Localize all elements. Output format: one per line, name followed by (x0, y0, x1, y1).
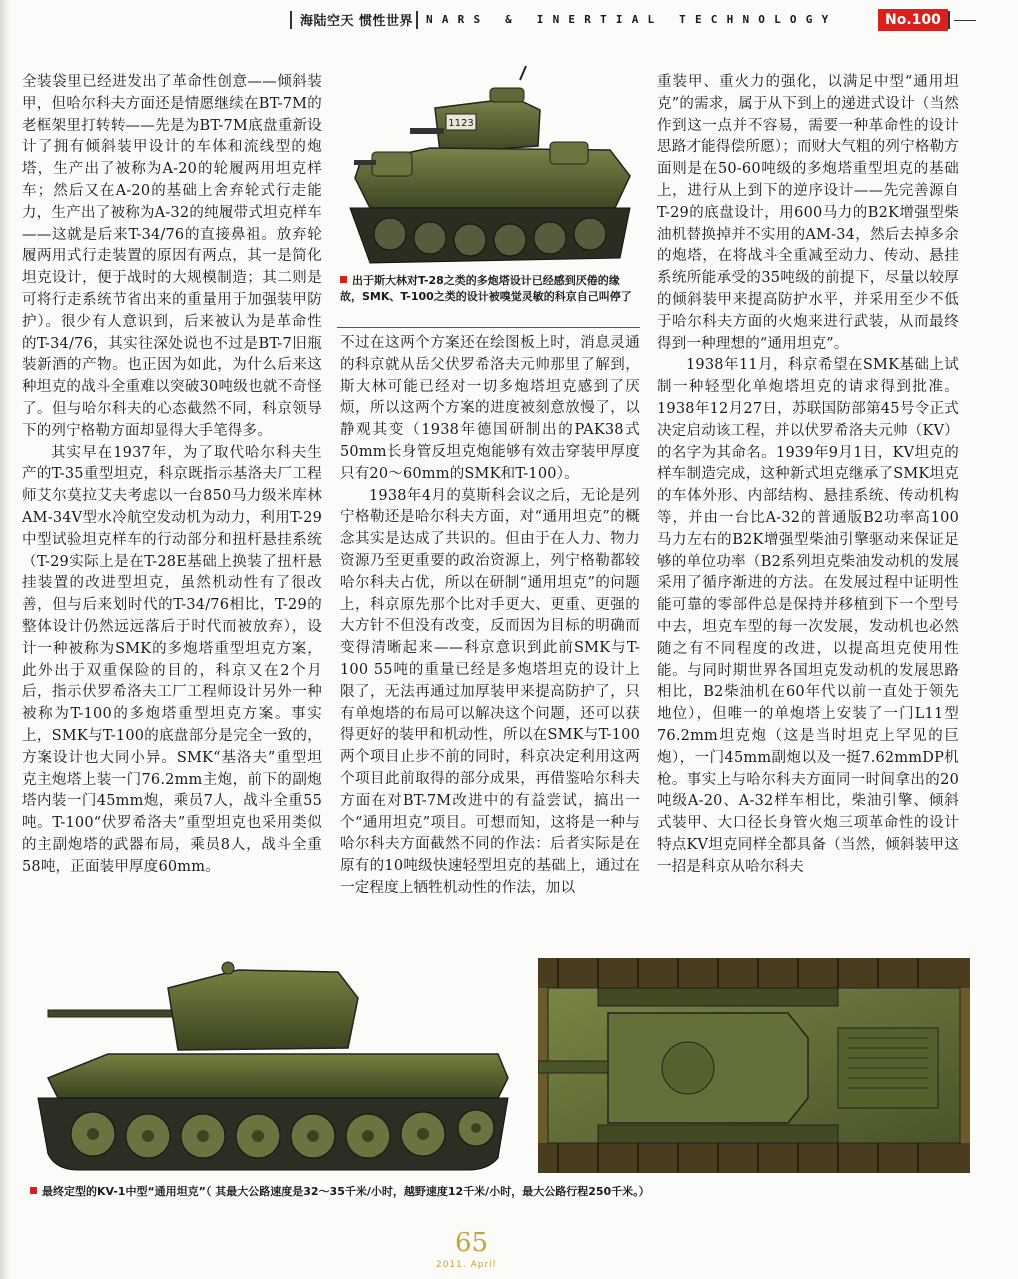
paragraph: 重装甲、重火力的强化，以满足中型“通用坦克”的需求，属于从下到上的递进式设计（当然作到这一点并不容易，需要一种革命性的设计思路才能得偿所愿）；而财大气粗的列宁格勒方面则是在50-60吨级的多炮塔重型坦克的基础上，进行从上到下的逆序设计——先完善源自T-29的底盘设计，用600马力的B2K增强型柴油机替换掉并不实用的AM-34，然后去掉多余的炮塔，在将战斗全重减至动力、传动、悬挂系统所能承受的35吨级的前提下，尽量以较厚的倾斜装甲来提高防护水平，并采用至少不低于哈尔科夫方面的火炮来进行武装，从而最终得到一种理想的“通用坦克”。 (657, 74, 959, 352)
turret-number: 1123 (448, 118, 474, 129)
text-column-1 (22, 72, 322, 942)
t28-tank-illustration (340, 58, 640, 273)
figure-caption-top (340, 273, 640, 305)
caption-text: 最终定型的KV-1中型“通用坦克”（ 其最大公路速度是32～35千米/小时，越野速度12千米/小时，最大公路行程250千米。） (42, 1185, 650, 1198)
page-number: 65 (455, 1228, 489, 1258)
kv1-top-illustration (538, 958, 970, 1173)
header-title-zh: 海陆空天 惯性世界 (300, 14, 414, 29)
paragraph: 不过在这两个方案还在绘图板上时，消息灵通的科京就从岳父伏罗希洛夫元帅那里了解到，斯大林可能已经对一切多炮塔坦克感到了厌烦，所以这两个方案的进度被刻意放慢了，以静观其变（1938年德国研制出的PAK38式50mm长身管反坦克炮能够有效击穿装甲厚度只有20～60mm的SMK和T-100）。 (340, 335, 640, 482)
paragraph: 1938年11月，科京希望在SMK基础上试制一种轻型化单炮塔坦克的请求得到批准。1938年12月27日，苏联国防部第45号令正式决定启动该工程，并以伏罗希洛夫元帅（KV）的名字为其命名。1939年9月1日，KV坦克的样车制造完成，这种新式坦克继承了SMK坦克的车体外形、内部结构、悬挂系统、传动机构等，并由一台比A-32的普通版B2功率高100马力左右的B2K增强型柴油引擎驱动来保证足够的单位功率（B2系列坦克柴油发动机的发展采用了循序渐进的方法。在发展过程中证明性能可靠的零部件总是保持并移植到下一个型号中去，坦克车型的每一次发展，发动机也必然随之有不同程度的改进，以提高坦克使用性能。与同时期世界各国坦克发动机的发展思路相比，B2柴油机在60年代以前一直处于领先地位），但唯一的单炮塔上安装了一门L11型76.2mm坦克炮（这是当时坦克上罕见的巨炮），一门45mm副炮以及一挺7.62mmDP机枪。事实上与哈尔科夫方面同一时间拿出的20吨级A-20、A-32样车相比，柴油引擎、倾斜式装甲、大口径长身管火炮三项革命性的设计特点KV坦克同样全都具备（当然，倾斜装甲这一招是科京从哈尔科夫 (657, 357, 959, 875)
paragraph: 全装袋里已经进发出了革命性创意——倾斜装甲，但哈尔科夫方面还是情愿继续在BT-7M的老框架里打转转——先是为BT-7M底盘重新设计了拥有倾斜装甲设计的车体和流线型的炮塔，生产出了被称为A-20的轮履两用坦克样车；然后又在A-20的基础上舍弃轮式行走能力，生产出了被称为A-32的纯履带式坦克样车——这就是后来T-34/76的直接鼻祖。放弃轮履两用式行走装置的原因有两点，其一是简化坦克设计，便于战时的大规模制造；其二则是可将行走系统节省出来的重量用于加强装甲防护）。很少有人意识到，后来被认为是革命性的T-34/76，其实往深处说也不过是BT-7旧瓶装新酒的产物。也正因为如此，为什么后来这种坦克的战斗全重难以突破30吨级也就不奇怪了。但与哈尔科夫的心态截然不同，科京领导下的列宁格勒方面却显得大手笔得多。 (22, 74, 322, 439)
paragraph: 其实早在1937年，为了取代哈尔科夫生产的T-35重型坦克，科京既指示基洛夫厂工程师艾尔莫拉艾夫考虑以一台850马力级米库林AM-34V型水冷航空发动机为动力，利用T-29中型试验坦克样车的行动部分和扭杆悬挂系统（T-29实际上是在T-28E基础上换装了扭杆悬挂装置的改进型坦克，虽然机动性有了很改善，但与后来划时代的T-34/76相比，T-29的整体设计仍然远远落后于时代而被放弃），设计一种被称为SMK的多炮塔重型坦克方案，此外出于双重保险的目的，科京又在2个月后，指示伏罗希洛夫工厂工程师设计另外一种被称为T-100的多炮塔重型坦克方案。事实上，SMK与T-100的底盘部分是完全一致的，方案设计也大同小异。SMK“基洛夫”重型坦克主炮塔上装一门76.2mm主炮，前下的副炮塔内装一门45mm炮，乘员7人，战斗全重55吨。T-100“伏罗希洛夫”重型坦克也采用类似的主副炮塔的武器布局，乘员8人，战斗全重58吨，正面装甲厚度60mm。 (22, 444, 322, 875)
text-column-3 (657, 72, 959, 952)
header-rule (416, 11, 418, 29)
caption-text: 出于斯大林对T-28之类的多炮塔设计已经感到厌倦的缘故，SMK、T-100之类的设计被嗅觉灵敏的科京自己叫停了 (340, 274, 632, 303)
caption-marker (30, 1187, 37, 1194)
kv1-side-illustration (28, 958, 528, 1173)
paragraph: 1938年4月的莫斯科会议之后，无论是列宁格勒还是哈尔科夫方面，对“通用坦克”的概念其实是达成了共识的。但由于在人力、物力资源乃至更重要的政治资源上，列宁格勒都较哈尔科夫占优，所以在研制“通用坦克”的问题上，科京原先那个比对手更大、更重、更强的大方针不但没有改变，反而因为目标的明确而变得清晰起来——科京意识到此前SMK与T-100 55吨的重量已经是多炮塔坦克的设计上限了，无法再通过加厚装甲来提高防护了，只有单炮塔的布局可以解决这个问题，还可以获得更好的装甲和机动性，所以在SMK与T-100两个项目止步不前的同时，科京决定利用这两个项目此前取得的部分成果，再借鉴哈尔科夫方面在对BT-7M改进中的有益尝试，搞出一个“通用坦克”项目。可想而知，这将是一种与哈尔科夫方面截然不同的作法：后者实际是在原有的10吨级快速轻型坦克的基础上，通过在一定程度上牺牲机动性的作法，加以 (340, 487, 640, 896)
header-rule (290, 11, 292, 29)
caption-marker (340, 276, 347, 283)
column-divider (337, 327, 640, 328)
text-column-2 (340, 333, 640, 953)
issue-badge: No.100 (878, 9, 948, 31)
page-gutter-shadow (0, 0, 10, 1279)
header-rule (954, 20, 976, 21)
issue-date: 2011. April (436, 1260, 497, 1270)
figure-caption-bottom (30, 1183, 960, 1199)
running-header (290, 8, 980, 30)
header-rule (948, 11, 950, 29)
header-title-en: NARS & INERTIAL TECHNOLOGY (426, 13, 838, 26)
